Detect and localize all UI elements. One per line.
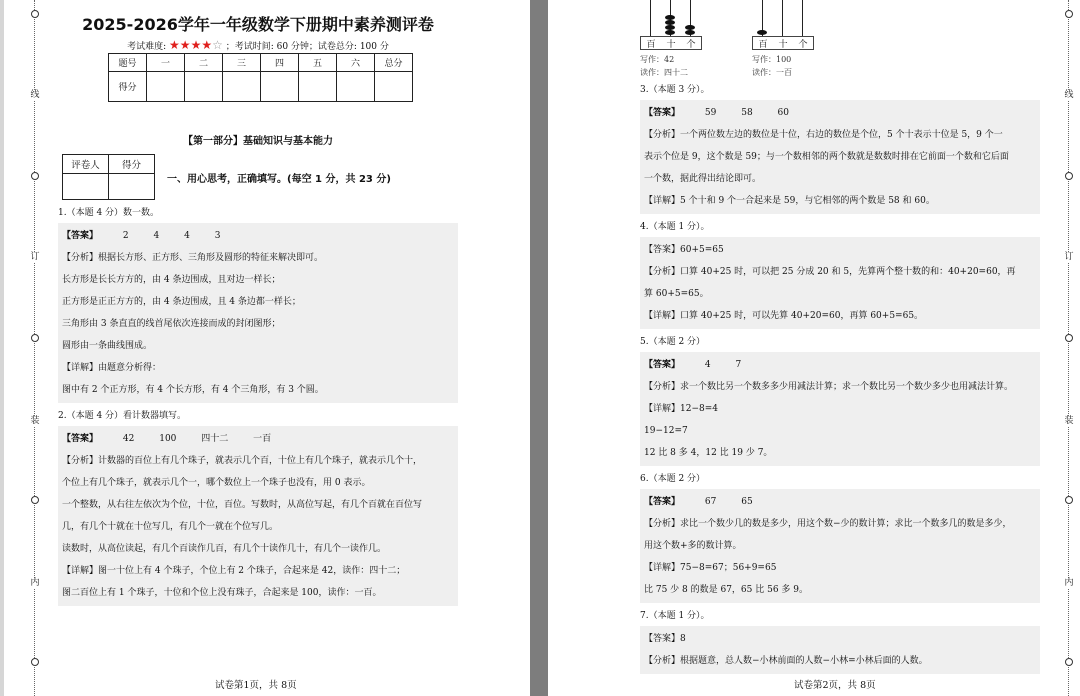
answer-value: 60 (777, 108, 789, 118)
binding-circle (1060, 658, 1078, 666)
write-as: 写作：100 (752, 55, 792, 64)
bead (757, 30, 767, 35)
bead (685, 30, 695, 35)
hundreds-rod (650, 0, 651, 36)
score-cell (147, 72, 185, 102)
binding-circle (26, 496, 44, 504)
detail-line: 【详解】75−8=67；56+9=65 (644, 563, 777, 573)
binding-dotted-line (34, 0, 35, 696)
detail-line: 【详解】图一十位上有 4 个珠子，个位上有 2 个珠子，合起来是 42，读作：四十二； (62, 566, 406, 576)
binding-circle (1060, 10, 1078, 18)
analysis-line: 读数时，从高位读起，有几个百读作几百，有几个十读作几十，有几个一读作几。 (62, 544, 387, 554)
analysis-line: 【分析】求一个数比另一个数多多少用减法计算；求一个数比另一个数少多少也用减法计算。 (644, 382, 1014, 392)
detail-line: 比 75 少 8 的数是 67，65 比 56 多 9。 (644, 585, 809, 595)
exam-info (58, 38, 458, 51)
question-4-label: 4.（本题 1 分）。 (640, 222, 710, 232)
analysis-line: 算 60+5=65。 (644, 289, 709, 299)
binding-mark-xian: 线 (26, 90, 44, 100)
answer-row (644, 491, 1036, 513)
answer-label: 【答案】 (62, 434, 99, 444)
grader-cell (109, 174, 155, 200)
score-header: 五 (299, 54, 337, 72)
place-tens: 十 (778, 39, 788, 50)
score-header: 二 (185, 54, 223, 72)
question-5-label: 5.（本题 2 分） (640, 337, 706, 347)
grader-header: 评卷人 (63, 155, 109, 174)
bead (665, 30, 675, 35)
question-5-solution (640, 352, 1040, 466)
binding-mark-ding: 订 (26, 252, 44, 262)
exam-title: 2025-2026学年一年级数学下册期中素养测评卷 (82, 15, 434, 34)
analysis-line: 三角形由 3 条直直的线首尾依次连接而成的封闭图形； (62, 319, 281, 329)
detail-line: 19−12=7 (644, 426, 688, 436)
ones-rod (802, 0, 803, 36)
binding-circle (26, 10, 44, 18)
binding-circle (1060, 172, 1078, 180)
score-cell (299, 72, 337, 102)
analysis-line: 表示个位是 9，这个数是 59；与一个数相邻的两个数就是数数时排在它前面一个数和它后面 (644, 152, 1009, 162)
answer-value: 59 (704, 108, 717, 118)
analysis-line: 正方形是正正方方的，由 4 条边围成，且 4 条边都一样长； (62, 297, 301, 307)
score-cell (223, 72, 261, 102)
binding-circle (1060, 496, 1078, 504)
page-footer: 试卷第1页，共 8页 (215, 680, 297, 691)
place-hundreds: 百 (758, 39, 768, 50)
analysis-line: 【分析】根据长方形、正方形、三角形及圆形的特征来解决即可。 (62, 253, 324, 263)
place-hundreds: 百 (646, 39, 656, 50)
page-2-content (640, 0, 1040, 674)
detail-line: 【详解】口算 40+25 时，可以先算 40+20=60，再算 60+5=65。 (644, 311, 924, 321)
read-as: 读作：四十二 (640, 68, 688, 77)
question-7-solution (640, 626, 1040, 674)
answer-value: 3 (214, 231, 221, 241)
answer-label: 【答案】 (62, 231, 99, 241)
question-1-solution (58, 223, 458, 403)
binding-strip (1060, 0, 1078, 696)
answer-label: 【答案】 (644, 497, 681, 507)
abacus-caption (640, 53, 702, 79)
binding-circle (26, 658, 44, 666)
analysis-line: 一个数，据此得出结论即可。 (644, 174, 762, 184)
score-cell (337, 72, 375, 102)
score-row-label: 得分 (109, 72, 147, 102)
score-header: 四 (261, 54, 299, 72)
question-7-label: 7.（本题 1 分）。 (640, 611, 710, 621)
write-as: 写作：42 (640, 55, 675, 64)
page-1-content (58, 0, 458, 606)
analysis-line: 用这个数+多的数计算。 (644, 541, 742, 551)
answer-value: 四十二 (201, 434, 229, 444)
score-header: 六 (337, 54, 375, 72)
section-header (58, 154, 458, 200)
question-2-solution (58, 426, 458, 606)
abacus-base (752, 36, 814, 50)
answer-row (644, 102, 1036, 124)
binding-mark-nei: 内 (1060, 578, 1078, 588)
detail-line: 图中有 2 个正方形，有 4 个长方形，有 4 个三角形，有 3 个圆。 (62, 385, 324, 395)
analysis-line: 【分析】口算 40+25 时，可以把 25 分成 20 和 5，先算两个整十数的和：40+20=60，再 (644, 267, 1016, 277)
detail-line: 【详解】由题意分析得： (62, 363, 162, 373)
grader-cell (63, 174, 109, 200)
score-header: 题号 (109, 54, 147, 72)
binding-mark-xian: 线 (1060, 90, 1078, 100)
answer-value: 7 (735, 360, 742, 370)
question-6-label: 6.（本题 2 分） (640, 474, 706, 484)
binding-dotted-line (1068, 0, 1069, 696)
binding-circle (1060, 334, 1078, 342)
detail-line: 12 比 8 多 4，12 比 19 少 7。 (644, 448, 773, 458)
score-table (108, 53, 413, 102)
abacus-1 (640, 0, 702, 82)
abacus-2 (752, 0, 814, 82)
exam-page-1 (0, 0, 530, 696)
read-as: 读作：一百 (752, 68, 792, 77)
section-title: 一、用心思考，正确填写。(每空 1 分，共 23 分) (167, 173, 391, 185)
question-3-label: 3.（本题 3 分）。 (640, 85, 710, 95)
analysis-line: 圆形由一条曲线围成。 (62, 341, 153, 351)
answer-row (62, 225, 454, 247)
part-title: 【第一部分】基础知识与基本能力 (183, 136, 333, 147)
binding-circle (26, 334, 44, 342)
answer-row: 【答案】60+5=65 (644, 245, 724, 255)
detail-line: 【详解】12−8=4 (644, 404, 718, 414)
page-edge (0, 0, 4, 696)
answer-value: 42 (122, 434, 135, 444)
page-footer: 试卷第2页，共 8页 (794, 680, 876, 691)
question-2-label: 2.（本题 4 分）看计数器填写。 (58, 411, 187, 421)
detail-line: 【详解】5 个十和 9 个一合起来是 59，与它相邻的两个数是 58 和 60。 (644, 196, 935, 206)
question-1-label: 1.（本题 4 分）数一数。 (58, 208, 160, 218)
analysis-line: 一个整数，从右往左依次为个位，十位，百位。写数时，从高位写起，有几个百就在百位写 (62, 500, 423, 510)
answer-value: 65 (741, 497, 753, 507)
difficulty-stars-icon: ★★★★ (169, 38, 213, 52)
binding-mark-zhuang: 装 (26, 416, 44, 426)
binding-mark-zhuang: 装 (1060, 416, 1078, 426)
answer-row (644, 354, 1036, 376)
binding-mark-nei: 内 (26, 578, 44, 588)
place-ones: 个 (798, 39, 808, 50)
answer-row (62, 428, 454, 450)
analysis-line: 长方形是长长方方的，由 4 条边围成，且对边一样长； (62, 275, 281, 285)
analysis-line: 【分析】计数器的百位上有几个珠子，就表示几个百，十位上有几个珠子，就表示几个十， (62, 456, 423, 466)
detail-line: 图二百位上有 1 个珠子，十位和个位上没有珠子，合起来是 100，读作：一百。 (62, 588, 382, 598)
binding-circle (26, 172, 44, 180)
exam-page-2 (548, 0, 1080, 696)
answer-value: 100 (159, 434, 177, 444)
score-cell (185, 72, 223, 102)
difficulty-label: 考试难度: (127, 42, 167, 52)
exam-time-and-score: ；考试时间: 60 分钟；试卷总分: 100 分 (225, 42, 389, 52)
empty-star-icon: ☆ (212, 38, 223, 52)
tens-rod (782, 0, 783, 36)
score-header: 总分 (375, 54, 413, 72)
question-3-solution (640, 100, 1040, 214)
answer-value: 一百 (253, 434, 272, 444)
grader-header: 得分 (109, 155, 155, 174)
score-cell (261, 72, 299, 102)
score-header: 一 (147, 54, 185, 72)
answer-label: 【答案】 (644, 108, 681, 118)
answer-label: 【答案】 (644, 360, 681, 370)
binding-strip (26, 0, 44, 696)
abacus-caption (752, 53, 814, 79)
answer-row: 【答案】8 (644, 634, 686, 644)
analysis-line: 个位上有几个珠子，就表示几个一，哪个数位上一个珠子也没有，用 0 表示。 (62, 478, 371, 488)
place-ones: 个 (686, 39, 696, 50)
abacus-rods (752, 0, 814, 36)
abacus-base (640, 36, 702, 50)
question-6-solution (640, 489, 1040, 603)
abacus-rods (640, 0, 702, 36)
score-cell (375, 72, 413, 102)
analysis-line: 【分析】根据题意，总人数−小林前面的人数−小林=小林后面的人数。 (644, 656, 928, 666)
analysis-line: 【分析】求比一个数少几的数是多少，用这个数−少的数计算；求比一个数多几的数是多少， (644, 519, 1012, 529)
analysis-line: 【分析】一个两位数左边的数位是十位，右边的数位是个位，5 个十表示十位是 5，9 个一 (644, 130, 1003, 140)
abacus-figures (640, 0, 1040, 82)
question-4-solution (640, 237, 1040, 329)
score-header: 三 (223, 54, 261, 72)
answer-value: 4 (184, 231, 190, 241)
answer-value: 4 (704, 360, 711, 370)
place-tens: 十 (666, 39, 676, 50)
grader-table (62, 154, 155, 200)
analysis-line: 几，有几个十就在十位写几，有几个一就在个位写几。 (62, 522, 279, 532)
answer-value: 58 (741, 108, 753, 118)
answer-value: 67 (704, 497, 717, 507)
answer-value: 4 (153, 231, 160, 241)
binding-mark-ding: 订 (1060, 252, 1078, 262)
answer-value: 2 (122, 231, 129, 241)
